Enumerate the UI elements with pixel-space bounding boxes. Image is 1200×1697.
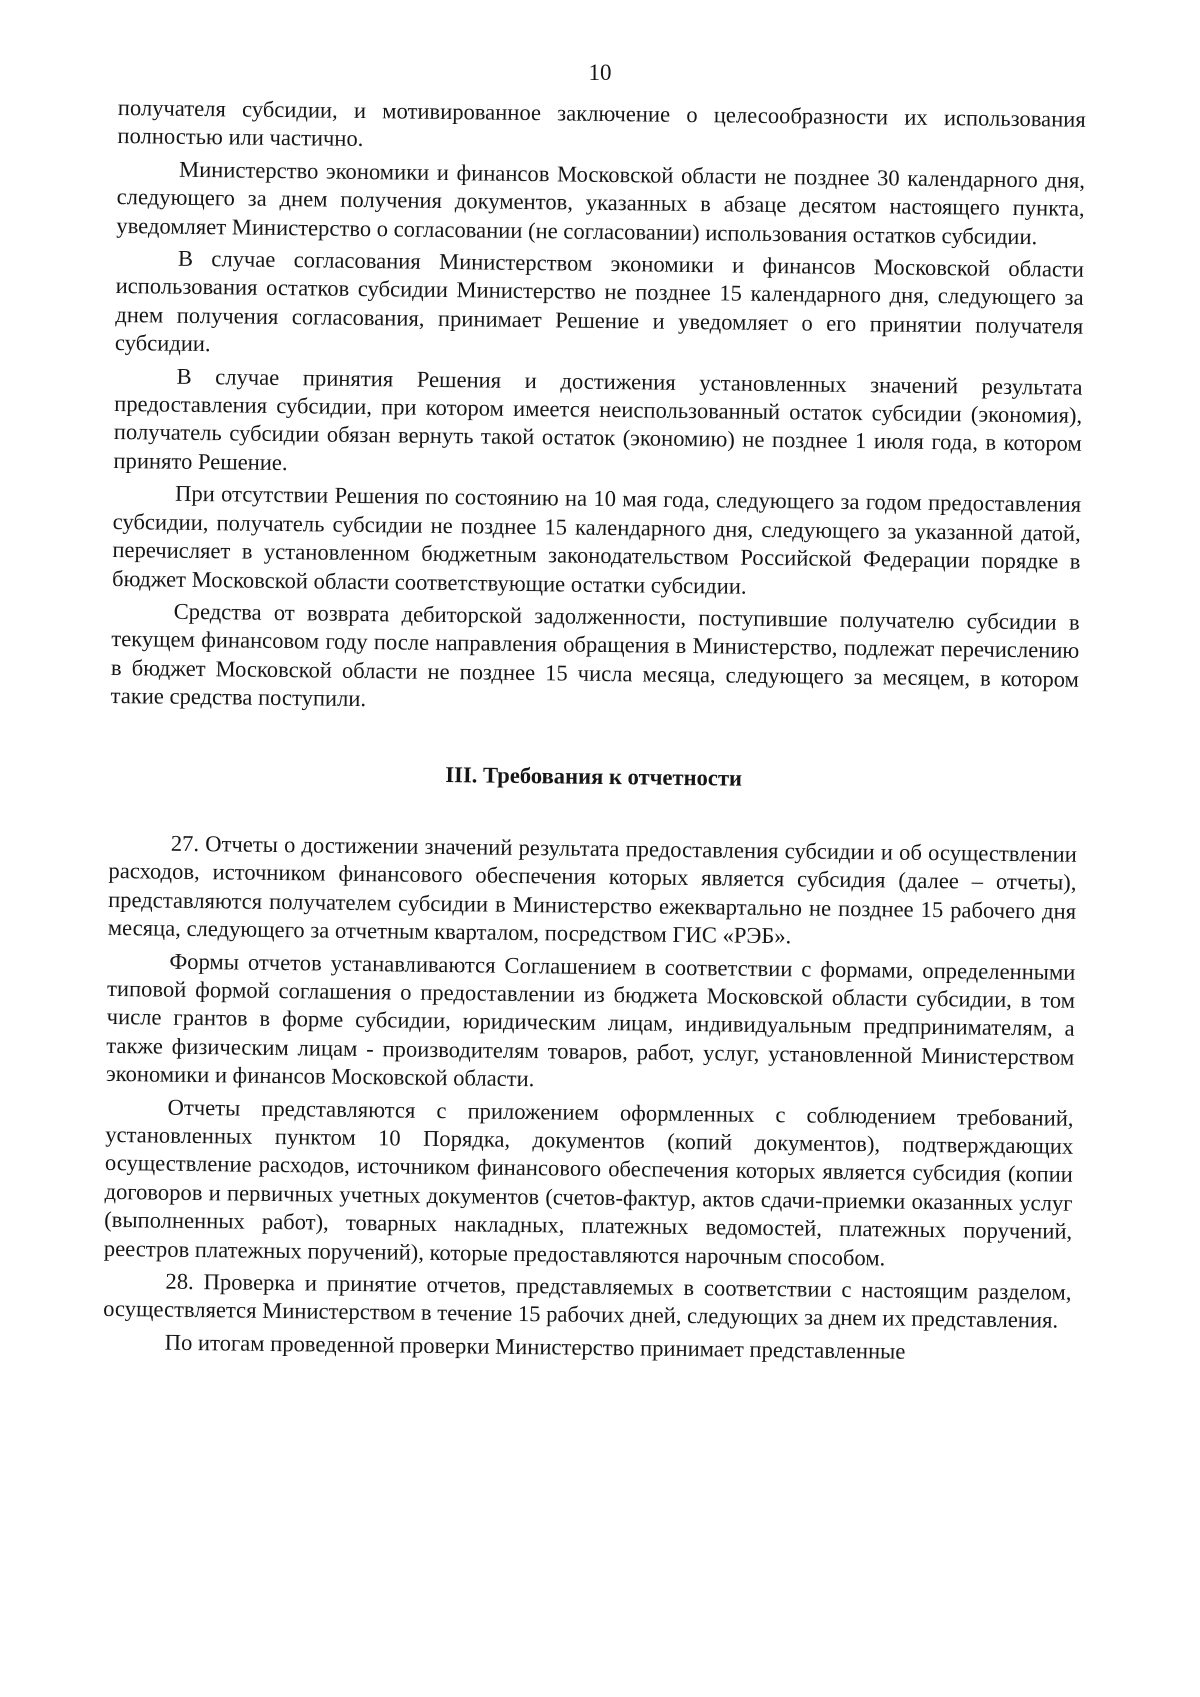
paragraph-continuation: получателя субсидии, и мотивированное заключение о целесообразности их использования полностью или частично.	[117, 94, 1086, 152]
paragraph-check-results: По итогам проведенной проверки Министерство принимает представленные	[164, 1329, 906, 1364]
paragraph-approval-case: В случае согласования Министерством экономики и финансов Московской области использования остатков субсидии Министерство не позднее 15 календарного дня, следующего за днем получения согласования, принимает Решение и уведомляет о его принятии получателя субсидии.	[114, 245, 1085, 357]
section-heading: III. Требования к отчетности	[445, 761, 743, 791]
paragraph-receivables: Средства от возврата дебиторской задолженности, поступившие получателю субсидии в текущем финансовом году после направления обращения в Министерство, подлежат перечислению в бюджет Московской области не позднее 15 числа месяца, следующего за месяцем, в котором такие средства поступили.	[110, 598, 1080, 712]
paragraph-report-forms: Формы отчетов устанавливаются Соглашением в соответствии с формами, определенными типовой формой соглашения о предоставлении из бюджета Московской области субсидии, в том числе грантов в форме субсидии, юридическим лицам, индивидуальным предпринимателям, а также физическим лицам - производителям товаров, работ, услуг, установленной Министерством экономики и финансов Московской области.	[105, 948, 1076, 1092]
page-number: 10	[588, 60, 612, 85]
document-body	[103, 94, 1086, 1372]
paragraph-item-27: 27. Отчеты о достижении значений результата предоставления субсидии и об осуществлении расходов, источником финансового обеспечения которых является субсидия (далее – отчеты), представляются получателем субсидии в Министерство ежеквартально не позднее 15 рабочего дня месяца, следующего за отчетным кварталом, посредством ГИС «РЭБ».	[107, 830, 1077, 949]
paragraph-ministry-approval: Министерство экономики и финансов Московской области не позднее 30 календарного дня, следующего за днем получения документов, указанных в абзаце десятом настоящего пункта, уведомляет Министерство о согласовании (не согласовании) использования остатков субсидии.	[116, 156, 1086, 249]
paragraph-item-28: 28. Проверка и принятие отчетов, представляемых в соответствии с настоящим разделом, осуществляется Министерством в течение 15 рабочих дней, следующих за днем их представления.	[103, 1268, 1072, 1334]
paragraph-report-attachments: Отчеты представляются с приложением оформленных с соблюдением требований, установленных пунктом 10 Порядка, документов (копий документов), подтверждающих осуществление расходов, источником финансового обеспечения которых является субсидия (копии договоров и первичных учетных документов (счетов-фактур, актов сдачи-приемки оказанных услуг (выполненных работ), товарных накладных, платежных ведомостей, платежных поручений, реестров платежных поручений), которые предоставляются нарочным способом.	[103, 1094, 1074, 1271]
paragraph-no-decision: При отсутствии Решения по состоянию на 10 мая года, следующего за годом предоставления субсидии, получатель субсидии не позднее 15 календарного дня, следующего за указанной датой, перечисляет в установленном бюджетным законодательством Российской Федерации порядке в бюджет Московской области соответствующие остатки субсидии.	[111, 481, 1082, 599]
paragraph-savings-return: В случае принятия Решения и достижения установленных значений результата предоставления субсидии, при котором имеется неиспользованный остаток субсидии (экономия), получатель субсидии обязан вернуть такой остаток (экономию) не позднее 1 июля года, в котором принято Решение.	[113, 363, 1083, 475]
